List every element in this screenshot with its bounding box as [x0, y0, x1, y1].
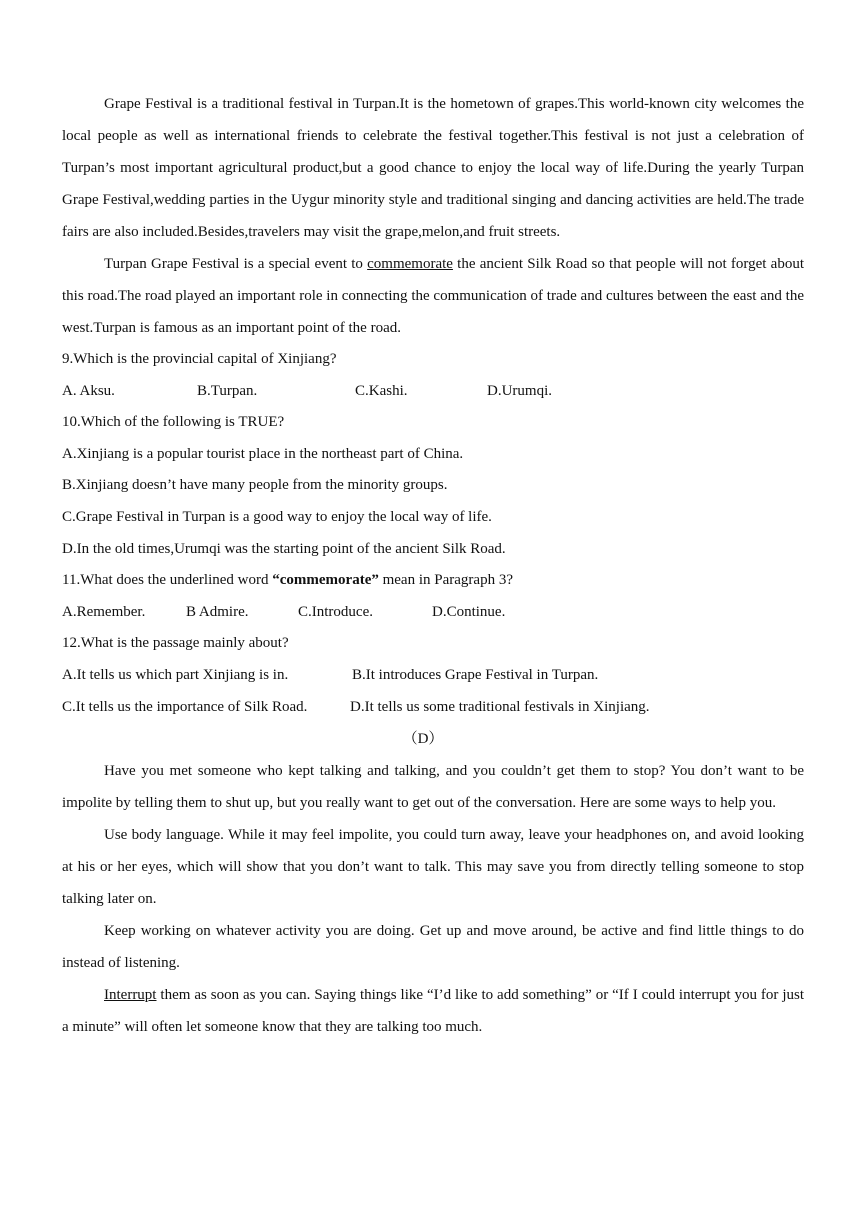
question-9-stem: 9.Which is the provincial capital of Xinjiang?: [62, 351, 337, 367]
question-11-stem: [62, 565, 804, 597]
option-c: C.Kashi.: [355, 382, 408, 399]
passage-c-paragraph-2: [62, 88, 804, 248]
question-10-option-a: A.Xinjiang is a popular tourist place in the northeast part of China.: [62, 445, 464, 462]
stem-text: 11.What does the underlined word: [62, 572, 273, 589]
paragraph-text: the ancient Silk Road so that people will not forget about this road.The road played an important role in connecting the communication of trade and cultures between the east and the west.Turpan is famous as an important point of the road.: [62, 256, 804, 336]
option-d: D.Urumqi.: [487, 382, 552, 399]
paragraph-text: Keep working on whatever activity you are doing. Get up and move around, be active and find little things to do instead of listening.: [62, 923, 804, 972]
option-c: C.It tells us the importance of Silk Road.: [62, 698, 308, 715]
page-content: [62, 88, 804, 1043]
question-12-stem: 12.What is the passage mainly about?: [62, 635, 289, 652]
question-12-options-row-2: [62, 692, 804, 724]
passage-c-paragraph-3: [62, 248, 804, 344]
question-10-option-b: B.Xinjiang doesn’t have many people from the minority groups.: [62, 477, 448, 494]
option-b: B.It introduces Grape Festival in Turpan.: [352, 666, 599, 683]
question-10-stem: 10.Which of the following is TRUE?: [62, 414, 285, 431]
option-d: D.Continue.: [432, 603, 506, 620]
paragraph-text: Grape Festival is a traditional festival in Turpan.It is the hometown of grapes.This world-known city welcomes the local people as well as international friends to celebrate the festival together.This festival is not just a celebration of Turpan’s most important agricultural product,but a good chance to enjoy the local way of life.During the yearly Turpan Grape Festival,wedding parties in the Uygur minority style and traditional singing and dancing activities are held.The trade fairs are also included.Besides,travelers may visit the grape,melon,and fruit streets.: [62, 96, 804, 240]
question-10-option-d: D.In the old times,Urumqi was the starting point of the ancient Silk Road.: [62, 540, 506, 557]
paragraph-text: Use body language. While it may feel impolite, you could turn away, leave your headphones on, and avoid looking at his or her eyes, which will show that you don’t want to talk. This may save you from directly telling someone to stop talking later on.: [62, 827, 804, 908]
paragraph-text: Have you met someone who kept talking and talking, and you couldn’t get them to stop? You don’t want to be impolite by telling them to shut up, but you really want to get out of the conversation. Here are some ways to help you.: [62, 763, 804, 812]
paragraph-text: them as soon as you can. Saying things like “I’d like to add something” or “If I could interrupt you for just a minute” will often let someone know that they are talking too much.: [62, 987, 804, 1036]
section-d-heading: （D）: [402, 731, 444, 748]
option-c: C.Introduce.: [298, 603, 373, 620]
paragraph-text: Turpan Grape Festival is a special event to: [104, 256, 368, 272]
option-b: B.Turpan.: [197, 382, 258, 399]
option-b: B Admire.: [186, 603, 249, 620]
option-a: A.It tells us which part Xinjiang is in.: [62, 666, 289, 683]
option-d: D.It tells us some traditional festivals in Xinjiang.: [350, 698, 650, 715]
underlined-word: Interrupt: [104, 987, 157, 1004]
section-d-paragraph-2: [62, 819, 804, 915]
underlined-word: commemorate: [367, 256, 453, 272]
quoted-word: “commemorate”: [272, 572, 379, 589]
question-10-option-c: C.Grape Festival in Turpan is a good way to enjoy the local way of life.: [62, 508, 492, 525]
section-d-paragraph-3: [62, 915, 804, 979]
question-9-options: [62, 376, 804, 408]
section-d-paragraph-1: [62, 755, 804, 819]
section-d-paragraph-4: [62, 979, 804, 1043]
option-a: A. Aksu.: [62, 382, 115, 399]
question-11-options: [62, 597, 804, 629]
option-a: A.Remember.: [62, 603, 146, 620]
stem-text: mean in Paragraph 3?: [378, 572, 513, 589]
question-12-options-row-1: [62, 660, 804, 692]
